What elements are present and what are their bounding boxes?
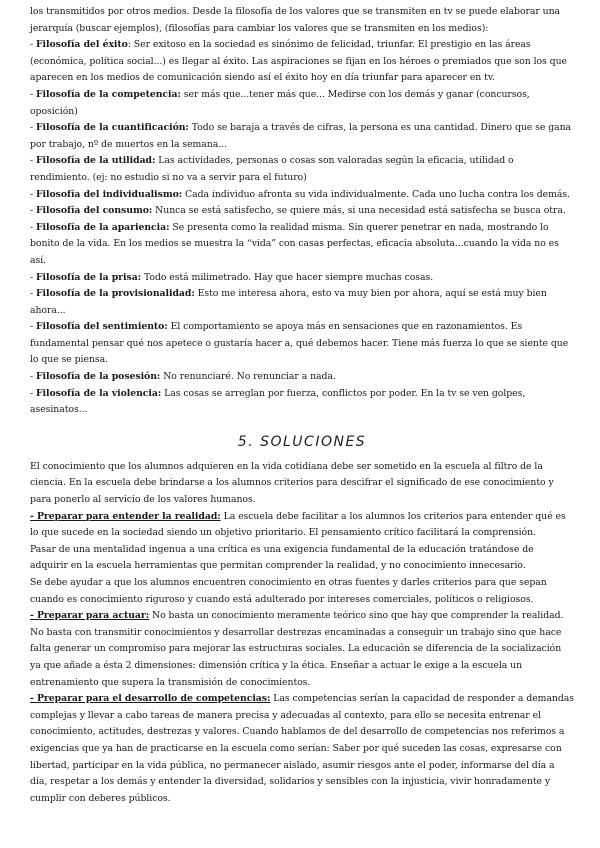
solution-paragraph: Se debe ayudar a que los alumnos encuentren conocimiento en otras fuentes y darles criterios para que sepan cuando es conocimiento riguroso y cuando está adulterado por intereses comerciales, políticos o religiosos.	[30, 577, 547, 605]
section-title: 5. SOLUCIONES	[237, 433, 367, 450]
solution-item	[30, 509, 574, 542]
philosophy-item: - Filosofía del éxito: Ser exitoso en la sociedad es sinónimo de felicidad, triunfar. El prestigio en las áreas (económica, política social...) es llegar al éxito. Las aspiraciones se fijan en los héroes o premiados que son los que aparecen en los medios de comunicación siendo así el éxito hoy en día triunfar para aparecer en tv.	[30, 39, 567, 84]
philosophy-item: - Filosofía de la competencia: ser más que...tener más que... Medirse con los demás y ganar (concursos, oposición)	[30, 88, 530, 117]
philosophy-text: Esto me interesa ahora, esto va muy bien por ahora, aquí se está muy bien ahora...	[30, 288, 547, 316]
philosophy-text: Cada individuo afronta su vida individualmente. Cada uno lucha contra los demás.	[182, 188, 570, 200]
philosophy-item: - Filosofía de la provisionalidad: Esto me interesa ahora, esto va muy bien por ahora, aquí se está muy bien ahora...	[30, 288, 547, 316]
philosophy-label: Filosofía de la competencia:	[36, 88, 181, 100]
solution-text: No basta un conocimiento meramente teórico sino que hay que comprender la realidad. No basta con transmitir conocimientos y desarrollar destrezas encaminadas a conseguir un trabajo sino que hace falta generar un compromiso para mejorar las estructuras sociales. La educación se diferencia de la socialización ya que añade a ésta 2 dimensiones: dimensión crítica y la ética. Enseñar a actuar le exige a la escuela un entrenamiento que supera la transmisión de conocimientos.	[30, 610, 564, 688]
philosophy-item: - Filosofía del consumo: Nunca se está satisfecho, se quiere más, si una necesidad está satisfecha se busca otra.	[30, 205, 566, 217]
philosophy-item: - Filosofía del individualismo: Cada individuo afronta su vida individualmente. Cada uno lucha contra los demás.	[30, 188, 570, 200]
philosophy-label: Filosofía del sentimiento:	[36, 321, 168, 333]
philosophy-text: Nunca se está satisfecho, se quiere más, si una necesidad está satisfecha se busca otra.	[152, 205, 566, 217]
solution-text: La escuela debe facilitar a los alumnos los criterios para entender qué es lo que sucede en la sociedad siendo un objetivo prioritario. El pensamiento crítico facilitará la comprensión.	[30, 510, 566, 539]
solutions-intro-paragraph: El conocimiento que los alumnos adquieren en la vida cotidiana debe ser sometido en la escuela al filtro de la ciencia. En la escuela debe brindarse a los alumnos criterios para descifrar el significado de ese conocimiento y para ponerlo al servicio de los valores humanos.	[30, 460, 554, 506]
philosophy-text: Todo está milimetrado. Hay que hacer siempre muchas cosas.	[141, 271, 434, 283]
philosophy-item: - Filosofía de la cuantificación: Todo se baraja a través de cifras, la persona es una cantidad. Dinero que se gana por trabajo, nº de muertos en la semana...	[30, 122, 572, 150]
solution-paragraph: Pasar de una mentalidad ingenua a una crítica es una exigencia fundamental de la educación tratándose de adquirir en la escuela herramientas que permitan comprender la realidad, y no conocimiento innecesario.	[30, 543, 534, 572]
philosophy-label: Filosofía del consumo:	[36, 205, 153, 217]
philosophy-item: - Filosofía de la apariencia: Se presenta como la realidad misma. Sin querer penetrar en nada, mostrando lo bonito de la vida. En los medios se muestra la “vida” con casas perfectas, eficacia absoluta...cuando la vida no es así.	[30, 221, 559, 266]
philosophy-label: Filosofía del éxito	[36, 39, 128, 51]
philosophy-label: Filosofía de la utilidad:	[36, 155, 156, 167]
philosophy-text: El comportamiento se apoya más en sensaciones que en razonamientos. Es fundamental pensar qué nos apetece o gustaría hacer a, qué debemos hacer. Tiene más fuerza lo que se siente que lo que se piensa.	[30, 321, 569, 366]
philosophy-text: Todo se baraja a través de cifras, la persona es una cantidad. Dinero que se gana por trabajo, nº de muertos en la semana...	[30, 122, 572, 150]
philosophy-label: Filosofía de la cuantificación:	[36, 122, 189, 134]
philosophy-item: - Filosofía de la prisa: Todo está milimetrado. Hay que hacer siempre muchas cosas.	[30, 271, 434, 283]
philosophy-label: Filosofía de la violencia:	[36, 387, 162, 399]
solution-item	[30, 608, 574, 691]
philosophy-label: Filosofía de la posesión:	[36, 371, 161, 383]
solution-label: - Preparar para entender la realidad:	[30, 510, 221, 522]
philosophy-text: No renunciaré. No renunciar a nada.	[160, 371, 336, 383]
solution-label: - Preparar para actuar:	[30, 610, 150, 622]
philosophy-text: Las cosas se arreglan por fuerza, conflictos por poder. En la tv se ven golpes, asesinatos...	[30, 387, 526, 416]
solution-item	[30, 691, 574, 807]
philosophy-label: Filosofía de la prisa:	[36, 271, 142, 283]
solution-label: - Preparar para el desarrollo de competencias:	[30, 693, 271, 705]
document-page	[30, 4, 574, 807]
solution-text: Las competencias serían la capacidad de responder a demandas complejas y llevar a cabo tareas de manera precisa y adecuadas al contexto, para ello se necesita entrenar el conocimiento, actitudes, destrezas y valores. Cuando hablamos de del desarrollo de competencias nos referimos a exigencias que ya han de practicarse en la escuela como serían: Saber por qué suceden las cosas, expresarse con libertad, participar en la vida pública, no permanecer aislado, asumir riesgos ante el poder, informarse del día a día, respetar a los demás y entender la diversidad, solidarios y sensibles con la injusticia, vivir honradamente y cumplir con deberes públicos.	[30, 693, 574, 804]
philosophy-text: : Ser exitoso en la sociedad es sinónimo de felicidad, triunfar. El prestigio en las áreas (económica, política social...) es llegar al éxito. Las aspiraciones se fijan en los héroes o premiados que son los que aparecen en los medios de comunicación siendo así el éxito hoy en día triunfar para aparecer en tv.	[30, 39, 567, 84]
philosophy-label: Filosofía del individualismo:	[36, 188, 183, 200]
philosophy-text: Las actividades, personas o cosas son valoradas según la eficacia, utilidad o rendimiento. (ej: no estudio si no va a servir para el futuro)	[30, 155, 514, 183]
philosophy-item: - Filosofía del sentimiento: El comportamiento se apoya más en sensaciones que en razonamientos. Es fundamental pensar qué nos apetece o gustaría hacer a, qué debemos hacer. Tiene más fuerza lo que se siente que lo que se piensa.	[30, 321, 569, 366]
philosophy-item: - Filosofía de la utilidad: Las actividades, personas o cosas son valoradas según la eficacia, utilidad o rendimiento. (ej: no estudio si no va a servir para el futuro)	[30, 155, 514, 183]
philosophy-item: - Filosofía de la posesión: No renunciaré. No renunciar a nada.	[30, 371, 336, 383]
philosophy-label: Filosofía de la apariencia:	[36, 221, 170, 233]
philosophy-label: Filosofía de la provisionalidad:	[36, 288, 195, 300]
philosophy-text: ser más que...tener más que... Medirse con los demás y ganar (concursos, oposición)	[30, 88, 530, 117]
intro-paragraph: los transmitidos por otros medios. Desde la filosofía de los valores que se transmiten en tv se puede elaborar una jerarquía (buscar ejemplos), (filosofías para cambiar los valores que se transmiten en los medios):	[30, 6, 561, 34]
philosophy-text: Se presenta como la realidad misma. Sin querer penetrar en nada, mostrando lo bonito de la vida. En los medios se muestra la “vida” con casas perfectas, eficacia absoluta...cuando la vida no es así.	[30, 221, 559, 266]
philosophy-item: - Filosofía de la violencia: Las cosas se arreglan por fuerza, conflictos por poder. En la tv se ven golpes, asesinatos...	[30, 387, 526, 416]
